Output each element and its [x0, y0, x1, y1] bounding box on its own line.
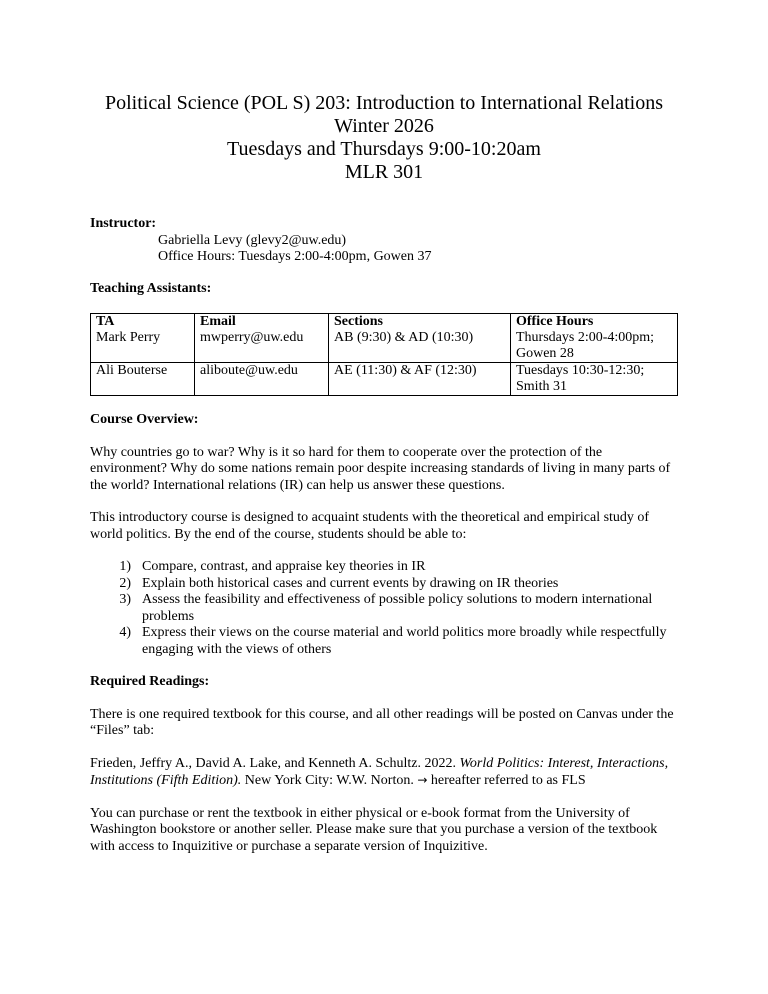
ta-office-hours: [511, 330, 678, 363]
list-item: 1. Compare, contrast, and appraise key theories in IR: [138, 559, 678, 576]
ta-col-header: TA: [91, 314, 195, 331]
table-row: [91, 363, 678, 396]
ta-heading: Teaching Assistants:: [90, 280, 212, 296]
ta-table-header: [91, 314, 678, 331]
ta-office-hours-room: Smith 31: [516, 379, 567, 394]
ta-name: Mark Perry: [91, 330, 195, 363]
course-title-block: [90, 92, 678, 184]
email-col-header: Email: [195, 314, 329, 331]
course-overview-paragraph: Why countries go to war? Why is it so hard for them to cooperate over the protection of the environment? Why do some nations remain poor despite increasing standards of living in many parts of the world? International relations (IR) can help us answer these questions.: [90, 444, 671, 493]
required-readings-heading: Required Readings:: [90, 674, 210, 689]
instructor-heading: Instructor:: [90, 216, 157, 231]
ta-office-hours-time: Tuesdays 10:30-12:30;: [516, 363, 645, 378]
ta-name: Ali Bouterse: [91, 363, 195, 396]
instructor-office-hours: Office Hours: Tuesdays 2:00-4:00pm, Gowen 37: [158, 249, 432, 264]
course-overview-heading: Course Overview:: [90, 412, 199, 427]
learning-objectives-list: [90, 559, 678, 658]
course-overview-objectives-intro: This introductory course is designed to acquaint students with the theoretical and empirical study of world politics. By the end of the course, students should be able to:: [90, 510, 650, 542]
textbook-citation: [90, 756, 678, 790]
ta-sections: AB (9:30) & AD (10:30): [329, 330, 511, 363]
ta-email: mwperry@uw.edu: [195, 330, 329, 363]
course-term: Winter 2026: [334, 115, 434, 137]
ta-sections: AE (11:30) & AF (12:30): [329, 363, 511, 396]
list-item: 3. Assess the feasibility and effectiveness of possible policy solutions to modern international problems: [138, 592, 678, 625]
textbook-purchase-paragraph: You can purchase or rent the textbook in either physical or e-book format from the University of Washington bookstore or another seller. Please make sure that you purchase a version of the textbook with access to Inquizitive or purchase a separate version of Inquizitive.: [90, 805, 658, 854]
ta-table: [90, 313, 678, 396]
sections-col-header: Sections: [329, 314, 511, 331]
list-item: 2. Explain both historical cases and current events by drawing on IR theories: [138, 576, 678, 593]
office-hours-col-header: Office Hours: [511, 314, 678, 331]
citation-note: hereafter referred to as FLS: [430, 773, 586, 788]
table-row: [91, 330, 678, 363]
citation-publisher: New York City: W.W. Norton.: [244, 773, 414, 788]
ta-email: aliboute@uw.edu: [195, 363, 329, 396]
list-item: 4. Express their views on the course material and world politics more broadly while respectfully engaging with the views of others: [138, 625, 678, 658]
course-location: MLR 301: [344, 161, 424, 183]
ta-office-hours-time: Thursdays 2:00-4:00pm;: [516, 330, 655, 345]
course-schedule: Tuesdays and Thursdays 9:00-10:20am: [227, 138, 541, 160]
required-readings-intro: There is one required textbook for this course, and all other readings will be posted on Canvas under the “Files” tab:: [90, 706, 674, 738]
ta-office-hours: [511, 363, 678, 396]
ta-office-hours-room: Gowen 28: [516, 346, 574, 361]
citation-authors: Frieden, Jeffry A., David A. Lake, and Kenneth A. Schultz. 2022.: [90, 755, 457, 771]
instructor-name-email: Gabriella Levy (glevy2@uw.edu): [158, 232, 347, 248]
course-title: Political Science (POL S) 203: Introduction to International Relations: [104, 92, 664, 114]
right-arrow-icon: →: [417, 773, 428, 787]
instructor-section: [90, 216, 678, 266]
citation-title: World Politics: Interest, Interactions, Institutions (Fifth Edition).: [90, 755, 669, 788]
